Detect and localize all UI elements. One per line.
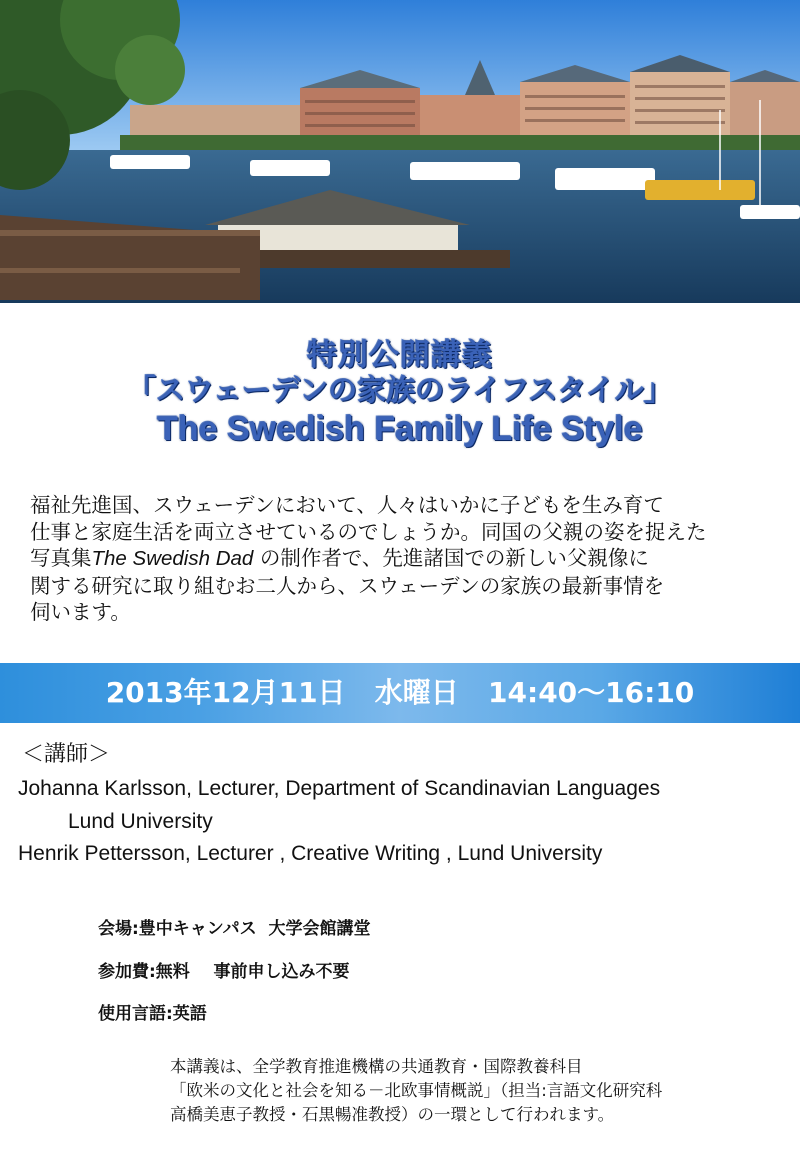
page-title-special-lecture: 特別公開講義 — [307, 338, 493, 373]
description-line: 関する研究に取り組むお二人から、スウェーデンの家族の最新事情を — [30, 573, 665, 598]
lecture-description — [30, 492, 770, 626]
lecturer-1-affiliation: Lund University — [68, 810, 213, 833]
hero-photo-stockholm-waterfront — [0, 0, 800, 303]
description-line: 福祉先進国、スウェーデンにおいて、人々はいかに子どもを生み育て — [30, 493, 664, 517]
note-line: 本講義は、全学教育推進機構の共通教育・国際教養科目 — [170, 1057, 583, 1076]
course-note — [170, 1055, 795, 1127]
event-date-time: 2013年12月11日 水曜日 14:40〜16:10 — [105, 676, 695, 709]
description-line: 仕事と家庭生活を両立させているのでしょうか。同国の父親の姿を捉えた — [30, 519, 707, 544]
lecturer-2-name-title: Henrik Pettersson, Lecturer , Creative Writing , Lund University — [18, 842, 603, 865]
note-line: 「欧米の文化と社会を知る－北欧事情概説」（担当:言語文化研究科 — [170, 1081, 663, 1100]
description-line: 伺います。 — [30, 600, 131, 624]
description-text: 写真集 — [30, 546, 92, 570]
event-venue: 会場:豊中キャンパス 大学会館講堂 — [98, 919, 371, 939]
description-line — [30, 545, 770, 573]
page-title-jp-subtitle: 「スウェーデンの家族のライフスタイル」 — [127, 373, 673, 407]
book-title: The Swedish Dad — [91, 547, 254, 570]
event-language: 使用言語:英語 — [98, 1004, 207, 1024]
lecturer-1-name-title: Johanna Karlsson, Lecturer, Department of Scandinavian Languages — [18, 777, 661, 800]
note-line: 高橋美恵子教授・石黒暢准教授）の一環として行われます。 — [170, 1105, 615, 1124]
lecturers-heading: ＜講師＞ — [22, 742, 111, 767]
page-title-en: The Swedish Family Life Style — [157, 410, 643, 448]
event-fee: 参加費:無料 事前申し込み不要 — [98, 962, 350, 982]
description-text: の制作者で、先進諸国での新しい父親像に — [253, 546, 649, 570]
date-banner — [0, 663, 800, 723]
